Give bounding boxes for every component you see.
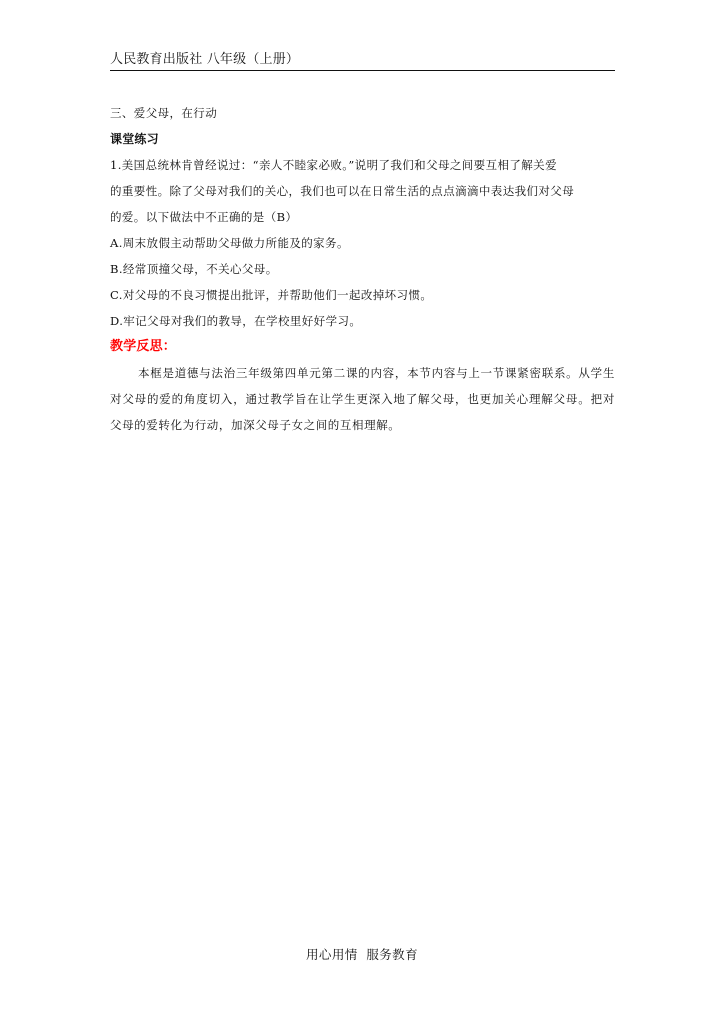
page-footer [0,946,724,964]
option-c: C.对父母的不良习惯提出批评，并帮助他们一起改掉坏习惯。 [110,288,433,302]
footer-right-text: 服务教育 [366,947,418,962]
page-header [110,52,615,71]
question-stem-line-2: 的重要性。除了父母对我们的关心，我们也可以在日常生活的点点滴滴中表达我们对父母 [110,184,575,198]
header-title: 人民教育出版社 八年级（上册） [110,52,300,67]
option-a: A.周末放假主动帮助父母做力所能及的家务。 [110,236,349,250]
footer-left-text: 用心用情 [306,947,358,962]
reflection-paragraph: 本框是道德与法治三年级第四单元第二课的内容，本节内容与上一节课紧密联系。从学生对父母的爱的角度切入，通过教学旨在让学生更深入地了解父母，也更加关心理解父母。把对父母的爱转化为行动，加深父母子女之间的互相理解。 [110,366,615,432]
section-title: 三、爱父母，在行动 [110,106,218,120]
question-stem-line-3: 的爱。以下做法中不正确的是（B） [110,210,298,224]
practice-heading: 课堂练习 [110,132,159,146]
question-stem-line-1: 1.美国总统林肯曾经说过：“亲人不睦家必败。”说明了我们和父母之间要互相了解关爱 [110,158,557,172]
reflection-heading: 教学反思： [110,339,177,354]
option-d: D.牢记父母对我们的教导，在学校里好好学习。 [110,314,362,328]
main-content [110,100,615,438]
option-b: B.经常顶撞父母，不关心父母。 [110,262,278,276]
